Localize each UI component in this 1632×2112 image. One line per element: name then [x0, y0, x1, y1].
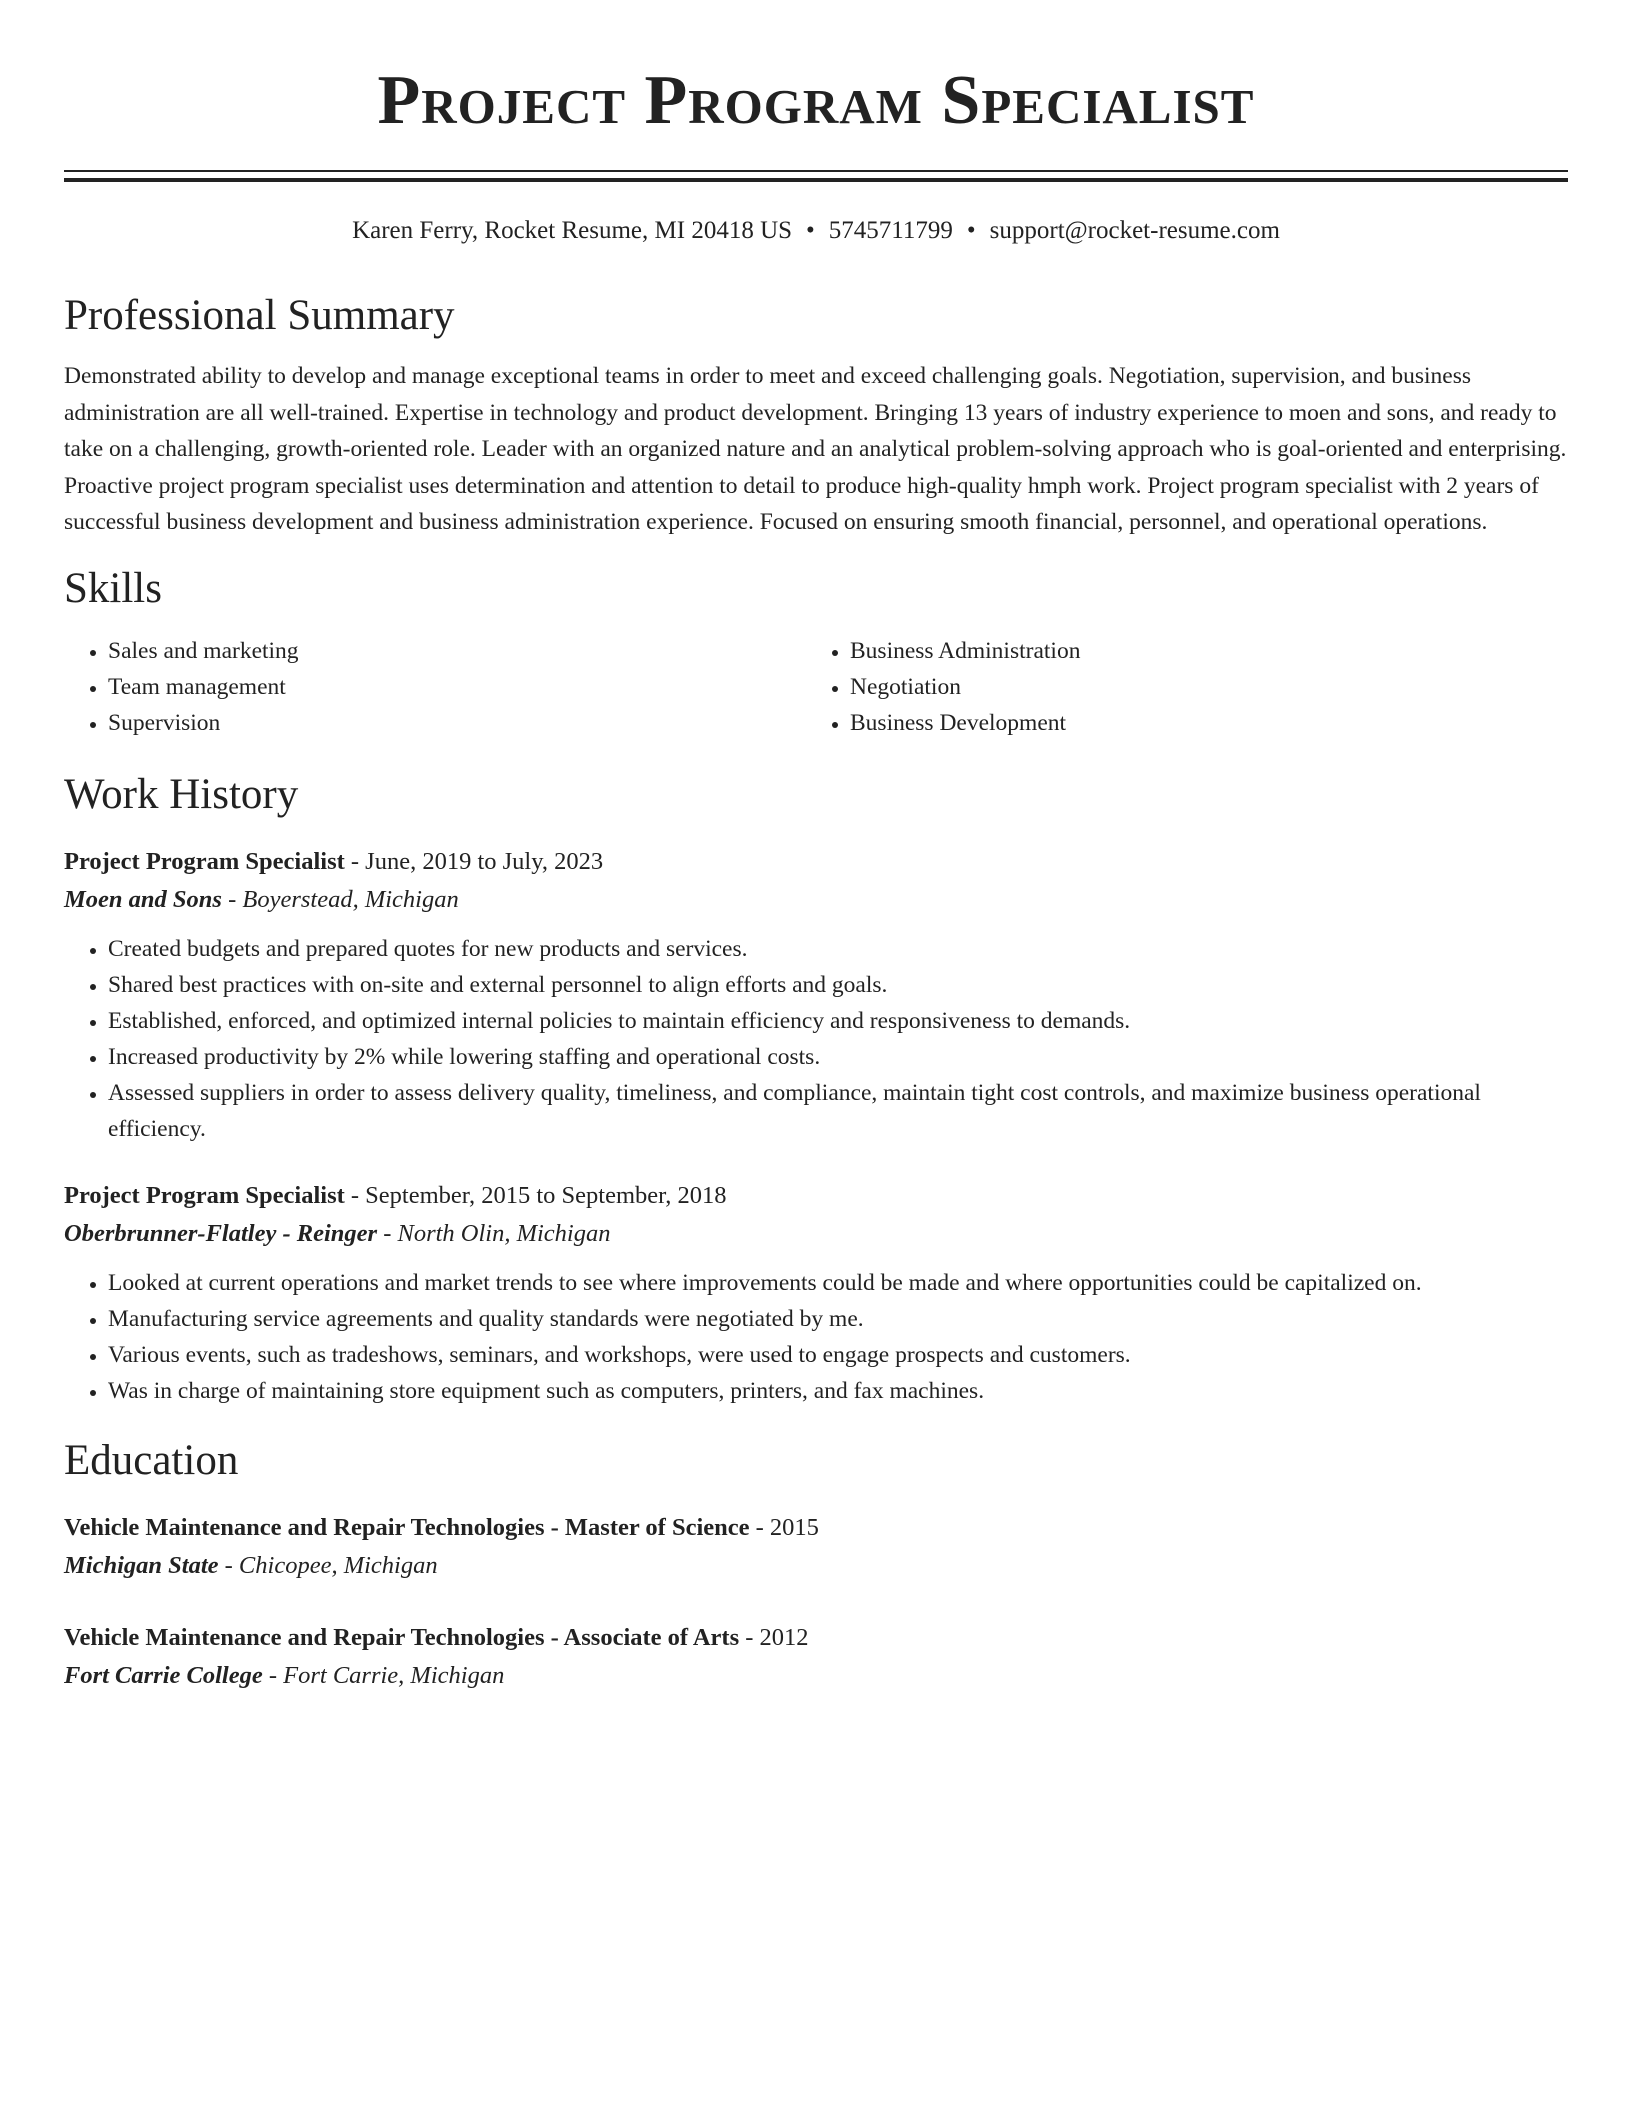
job-title-line	[64, 1177, 1568, 1215]
skill-item: • Sales and marketing	[108, 633, 806, 669]
job-bullet: • Manufacturing service agreements and quality standards were negotiated by me.	[108, 1301, 1568, 1337]
summary-text: Demonstrated ability to develop and manage exceptional teams in order to meet and exceed challenging goals. Negotiation, supervision, and business administration are all well-trained. Expertise in technology and product development. Bringing 13 years of industry experience to moen and sons, and ready to take on a challenging, growth-oriented role. Leader with an organized nature and an analytical problem-solving approach who is goal-oriented and enterprising. Proactive project program specialist uses determination and attention to detail to produce high-quality hmph work. Project program specialist with 2 years of successful business development and business administration experience. Focused on ensuring smooth financial, personnel, and operational operations.	[64, 363, 1567, 535]
job-bullet: • Created budgets and prepared quotes for new products and services.	[108, 931, 1568, 967]
skill-item: • Supervision	[108, 705, 806, 741]
degree-name: Vehicle Maintenance and Repair Technologies - Master of Science	[64, 1513, 750, 1541]
school-location: - Fort Carrie, Michigan	[262, 1661, 505, 1689]
degree-name: Vehicle Maintenance and Repair Technologies - Associate of Arts	[64, 1623, 740, 1651]
job-bullet-list	[64, 931, 1568, 1147]
school-name: Fort Carrie College	[64, 1661, 263, 1689]
job-title: Project Program Specialist	[64, 1181, 345, 1209]
company-name: Moen and Sons	[64, 885, 222, 913]
school-name: Michigan State	[64, 1551, 219, 1579]
degree-year: - 2012	[739, 1623, 809, 1651]
skills-list-left	[64, 633, 806, 741]
job-dates: - June, 2019 to July, 2023	[344, 847, 604, 875]
school-location: - Chicopee, Michigan	[218, 1551, 438, 1579]
divider-thin-line	[64, 170, 1568, 172]
contact-line	[64, 214, 1568, 248]
job-bullet: • Various events, such as tradeshows, seminars, and workshops, were used to engage prospects and customers.	[108, 1337, 1568, 1373]
degree-line	[64, 1509, 1568, 1547]
job-bullet: • Looked at current operations and market trends to see where improvements could be made and where opportunities could be capitalized on.	[108, 1265, 1568, 1301]
company-line	[64, 1215, 1568, 1253]
job-dates: - September, 2015 to September, 2018	[344, 1181, 727, 1209]
education-heading: Education	[64, 1436, 239, 1484]
contact-address: Karen Ferry, Rocket Resume, MI 20418 US	[352, 217, 793, 244]
job-bullet: • Increased productivity by 2% while lowering staffing and operational costs.	[108, 1039, 1568, 1075]
company-location: - Boyerstead, Michigan	[221, 885, 459, 913]
education-section	[64, 1435, 1568, 1695]
skill-item: • Negotiation	[850, 669, 1568, 705]
skills-heading: Skills	[64, 564, 162, 612]
skill-item: • Business Development	[850, 705, 1568, 741]
skill-item: • Team management	[108, 669, 806, 705]
skills-grid	[64, 633, 1568, 741]
job-bullet: • Was in charge of maintaining store equipment such as computers, printers, and fax machines.	[108, 1373, 1568, 1409]
resume-title: Project Program Specialist	[377, 62, 1255, 139]
contact-email: support@rocket-resume.com	[989, 217, 1280, 244]
summary-section	[64, 290, 1568, 541]
work-history-section	[64, 769, 1568, 1409]
school-line	[64, 1657, 1568, 1695]
contact-phone: 5745711799	[828, 217, 953, 244]
job-entry	[64, 843, 1568, 1147]
contact-separator: •	[966, 217, 976, 244]
work-history-heading: Work History	[64, 770, 299, 818]
job-bullet: • Shared best practices with on-site and external personnel to align efforts and goals.	[108, 967, 1568, 1003]
skills-list-right	[806, 633, 1568, 741]
title-divider	[64, 170, 1568, 182]
job-bullet-list	[64, 1265, 1568, 1409]
job-entry	[64, 1177, 1568, 1409]
skills-section	[64, 563, 1568, 741]
school-line	[64, 1547, 1568, 1585]
divider-thick-line	[64, 178, 1568, 182]
job-bullet: • Assessed suppliers in order to assess delivery quality, timeliness, and compliance, maintain tight cost controls, and maximize business operational efficiency.	[108, 1075, 1568, 1147]
job-bullet: • Established, enforced, and optimized internal policies to maintain efficiency and responsiveness to demands.	[108, 1003, 1568, 1039]
company-name: Oberbrunner-Flatley - Reinger	[64, 1219, 378, 1247]
job-title-line	[64, 843, 1568, 881]
company-line	[64, 881, 1568, 919]
summary-heading: Professional Summary	[64, 292, 455, 339]
degree-year: - 2015	[749, 1513, 819, 1541]
contact-separator: •	[806, 217, 815, 244]
education-entry	[64, 1509, 1568, 1585]
degree-line	[64, 1619, 1568, 1657]
company-location: - North Olin, Michigan	[377, 1219, 611, 1247]
job-title: Project Program Specialist	[64, 847, 345, 875]
skill-item: • Business Administration	[850, 633, 1568, 669]
education-entry	[64, 1619, 1568, 1695]
